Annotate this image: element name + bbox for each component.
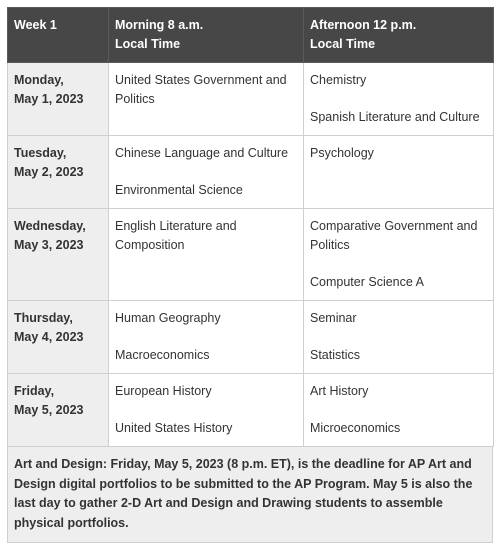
exam-subject: Art History	[310, 384, 369, 398]
day-cell	[8, 209, 109, 301]
morning-time: Morning 8 a.m.	[115, 18, 204, 32]
week-label: Week 1	[14, 18, 57, 32]
morning-cell	[109, 374, 304, 447]
afternoon-time: Afternoon 12 p.m.	[310, 18, 417, 32]
exam-subject: Microeconomics	[310, 421, 401, 435]
exam-subject: Spanish Literature and Culture	[310, 110, 480, 124]
header-row	[8, 8, 494, 63]
exam-subject: Environmental Science	[115, 183, 243, 197]
table-row	[8, 301, 494, 374]
morning-cell	[109, 209, 304, 301]
morning-zone: Local Time	[115, 37, 181, 51]
morning-cell	[109, 301, 304, 374]
day-name: Thursday,	[14, 311, 73, 325]
exam-subject: Macroeconomics	[115, 348, 210, 362]
day-date: May 3, 2023	[14, 238, 84, 252]
day-name: Monday,	[14, 73, 64, 87]
day-name: Friday,	[14, 384, 55, 398]
day-cell	[8, 136, 109, 209]
table-row	[8, 374, 494, 447]
exam-subject: Psychology	[310, 146, 374, 160]
afternoon-header	[304, 8, 494, 63]
day-name: Wednesday,	[14, 219, 86, 233]
afternoon-cell	[304, 301, 494, 374]
morning-cell	[109, 63, 304, 136]
day-date: May 4, 2023	[14, 330, 84, 344]
afternoon-cell	[304, 209, 494, 301]
schedule-table	[7, 7, 494, 447]
exam-subject: Comparative Government and Politics	[310, 219, 478, 252]
art-design-note: Art and Design: Friday, May 5, 2023 (8 p.m. ET), is the deadline for AP Art and Design digital portfolios to be submitted to the AP Program. May 5 is also the last day to gather 2-D Art and Design and Drawing students to assemble physical portfolios.	[7, 447, 493, 543]
day-name: Tuesday,	[14, 146, 67, 160]
exam-subject: Statistics	[310, 348, 361, 362]
afternoon-zone: Local Time	[310, 37, 376, 51]
exam-subject: United States Government and Politics	[115, 73, 287, 106]
table-row	[8, 136, 494, 209]
day-cell	[8, 374, 109, 447]
afternoon-cell	[304, 63, 494, 136]
morning-header	[109, 8, 304, 63]
day-cell	[8, 63, 109, 136]
exam-subject: European History	[115, 384, 212, 398]
exam-subject: Computer Science A	[310, 275, 424, 289]
afternoon-cell	[304, 374, 494, 447]
exam-subject: Chinese Language and Culture	[115, 146, 289, 160]
exam-subject: Chemistry	[310, 73, 367, 87]
exam-subject: English Literature and Composition	[115, 219, 237, 252]
week-header	[8, 8, 109, 63]
exam-subject: United States History	[115, 421, 233, 435]
day-date: May 5, 2023	[14, 403, 84, 417]
exam-schedule	[7, 7, 493, 543]
day-date: May 2, 2023	[14, 165, 84, 179]
afternoon-cell	[304, 136, 494, 209]
table-row	[8, 63, 494, 136]
morning-cell	[109, 136, 304, 209]
exam-subject: Human Geography	[115, 311, 221, 325]
table-row	[8, 209, 494, 301]
day-date: May 1, 2023	[14, 92, 84, 106]
exam-subject: Seminar	[310, 311, 357, 325]
day-cell	[8, 301, 109, 374]
